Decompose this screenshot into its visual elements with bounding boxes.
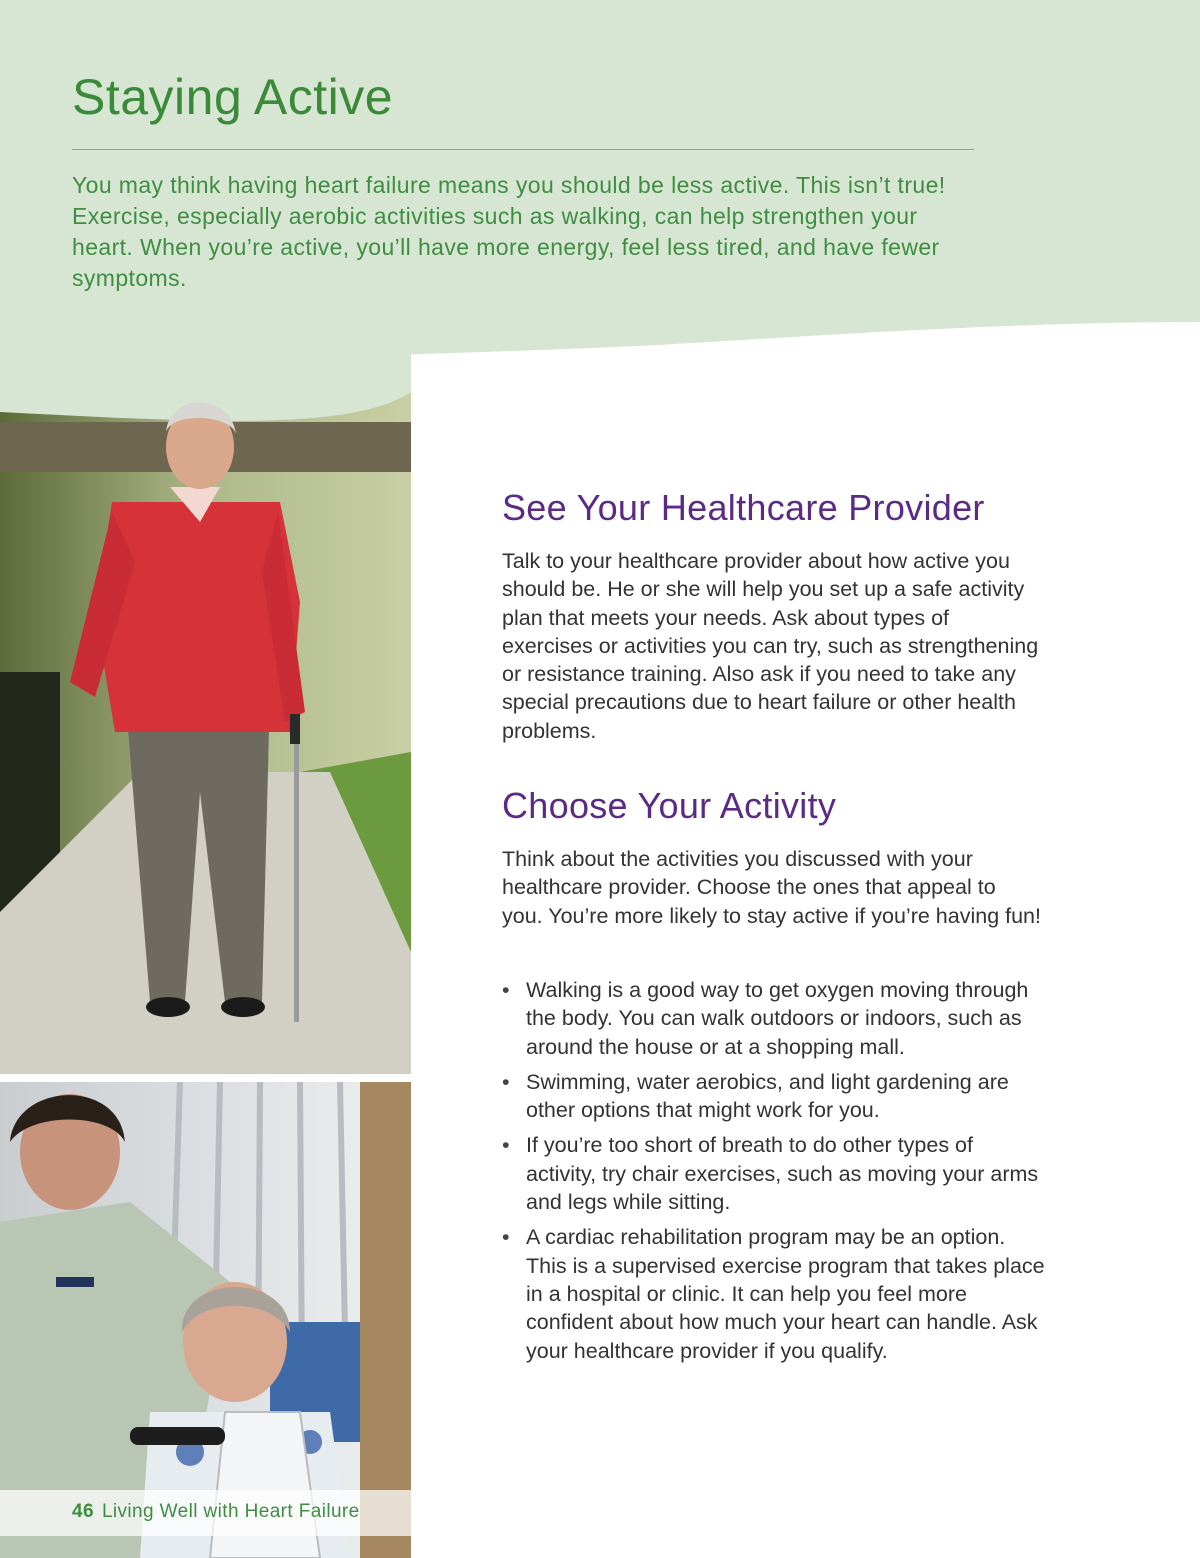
- intro-paragraph: You may think having heart failure means you should be less active. This isn’t true! Exercise, especially aerobic activities such as walking, can help strengthen your heart. When you’re active, you’ll have more energy, feel less tired, and have fewer symptoms.: [72, 172, 946, 291]
- activity-bullet-list: [502, 976, 1047, 1372]
- list-item: • A cardiac rehabilitation program may be an option. This is a supervised exercise program that takes place in a hospital or clinic. It can help you feel more confident about how much your heart can handle. Ask your healthcare provider if you qualify.: [502, 1223, 1047, 1364]
- section-body-choose-activity: Think about the activities you discussed with your healthcare provider. Choose the ones that appeal to you. You’re more likely to stay active if you’re having fun!: [502, 847, 1041, 928]
- list-item: • If you’re too short of breath to do other types of activity, try chair exercises, such as moving your arms and legs while sitting.: [502, 1131, 1047, 1216]
- photo-cardiac-rehab-session: [0, 1082, 411, 1558]
- photo-man-walking-with-cane: [0, 352, 411, 1074]
- book-title: Living Well with Heart Failure: [101, 1501, 360, 1522]
- title-divider: [72, 149, 974, 150]
- section-heading-see-provider: See Your Healthcare Provider: [502, 487, 985, 528]
- list-item: • Walking is a good way to get oxygen moving through the body. You can walk outdoors or indoors, such as around the house or at a shopping mall.: [502, 976, 1047, 1061]
- list-item: • Swimming, water aerobics, and light gardening are other options that might work for you.: [502, 1068, 1047, 1125]
- page-footer: [72, 1501, 360, 1523]
- page-number: 46: [72, 1501, 94, 1522]
- section-body-see-provider: Talk to your healthcare provider about how active you should be. He or she will help you set up a safe activity plan that meets your needs. Ask about types of exercises or activities you can try, such as strengthening or resistance training. Also ask if you need to take any special precautions due to heart failure or other health problems.: [502, 549, 1039, 743]
- section-heading-choose-activity: Choose Your Activity: [502, 785, 837, 826]
- page-title: Staying Active: [72, 69, 394, 125]
